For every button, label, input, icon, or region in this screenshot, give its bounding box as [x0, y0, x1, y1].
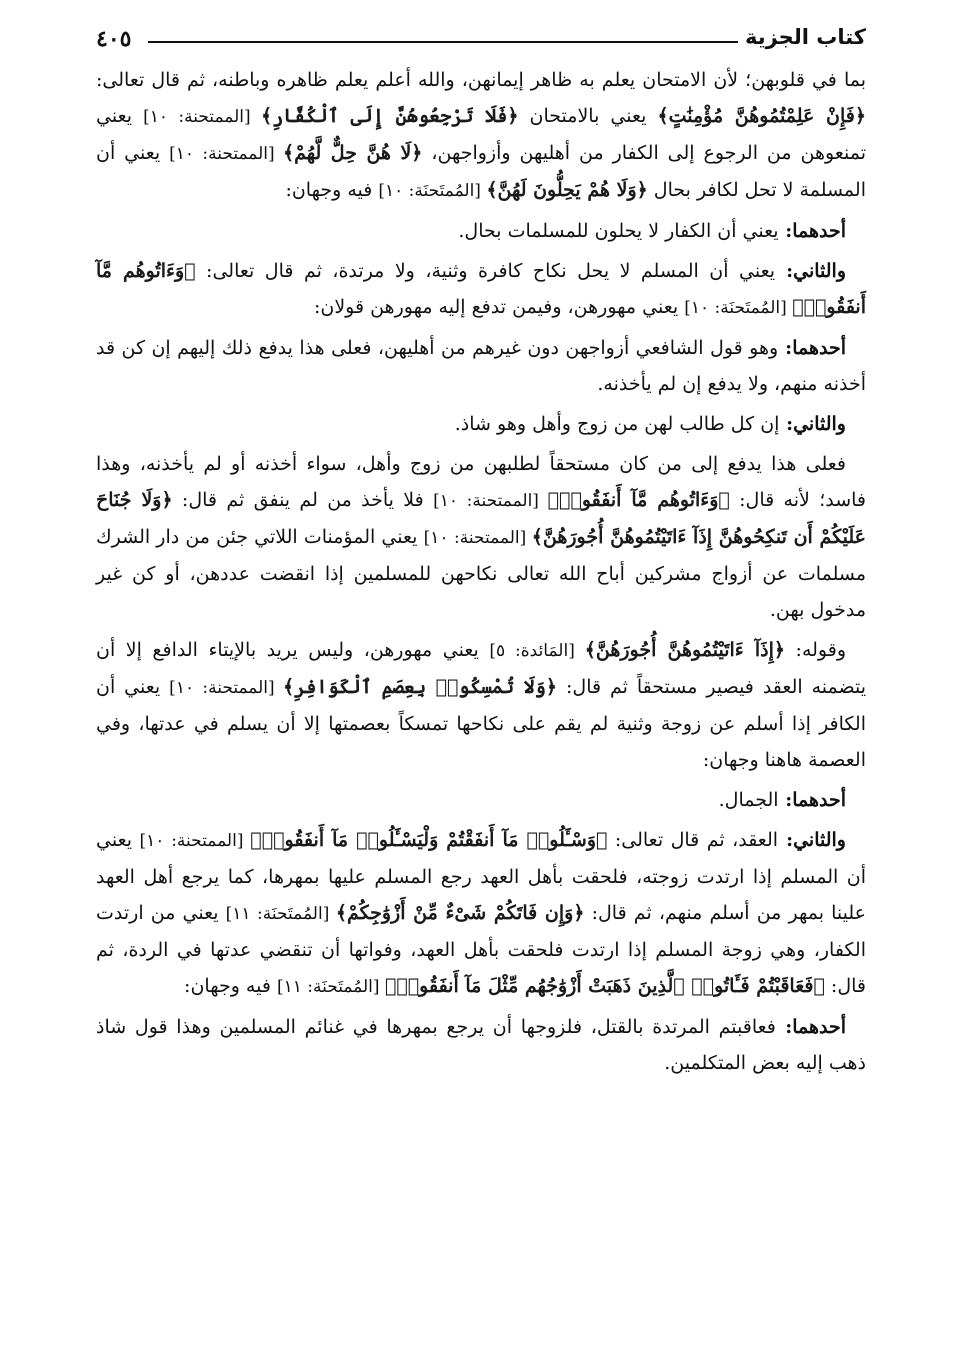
paragraph-text: يعني مهورهن، وفيمن تدفع إليه مهورهن قولان: — [313, 296, 685, 318]
verse-reference: [الممتحنة: ١٠] — [423, 528, 532, 548]
paragraph-label: والثاني: — [778, 829, 846, 851]
verse-reference: [الممتحنة: ١٠] — [139, 831, 251, 851]
paragraph-text: يعني أن الكافر إذا أسلم عن زوجة وثنية لم يقم على نكاحها تمسكاً بعصمتها إلا أن يسلم في عدتها، وفي العصمة هاهنا وجهان: — [96, 676, 866, 771]
paragraph-label: أحدهما: — [778, 789, 846, 811]
paragraph-text: إن كل طالب لهن من زوج وأهل وهو شاذ. — [454, 413, 780, 435]
paragraph-label: أحدهما: — [778, 220, 846, 242]
paragraph — [96, 62, 866, 209]
paragraph-text: يعني المؤمنات اللاتي جئن من دار الشرك مسلمات عن أزواج مشركين أباح الله تعالى نكاحهن للمسلمين إذا انقضت عددهن، أو كن غير مدخول بهن. — [96, 526, 866, 621]
paragraph-text: يعني أن المسلمة لا تحل لكافر بحال — [96, 142, 866, 201]
quran-quote: ﴿وَءَاتُوهُم مَّآ أَنفَقُوا۟﴾ — [96, 260, 866, 318]
verse-reference: [الممتحنة: ١٠] — [169, 678, 283, 698]
paragraph-text: فعلى هذا يدفع إلى من كان مستحقاً لطلبهن من زوج وأهل، سواء أخذنه أو لم يأخذنه، وهذا فاسد؛ لأنه قال: — [96, 453, 866, 511]
paragraph — [96, 782, 866, 818]
paragraph-text: يعني أن الكفار لا يحلون للمسلمات بحال. — [458, 220, 779, 242]
quran-quote: ﴿فَعَاقَبْتُمْ فَـَٔاتُوا۟ ٱلَّذِينَ ذَهَبَتْ أَزْوَٰجُهُم مِّثْلَ مَآ أَنفَقُوا۟﴾ — [384, 975, 825, 997]
paragraph-text: فعاقبتم المرتدة بالقتل، فلزوجها أن يرجع بمهرها في غنائم المسلمين وهذا قول شاذ ذهب إليه بعض المتكلمين. — [96, 1016, 866, 1074]
paragraph — [96, 632, 866, 778]
paragraph-label: والثاني: — [775, 260, 846, 282]
quran-quote: ﴿وَإِن فَاتَكُمْ شَىْءٌ مِّنْ أَزْوَٰجِكُمْ﴾ — [335, 902, 585, 924]
verse-reference: [المُمتَحنَة: ١٠] — [684, 298, 793, 318]
paragraph-text: فيه وجهان: — [184, 975, 277, 997]
paragraph — [96, 330, 866, 402]
verse-reference: [الممتحنة: ١٠] — [433, 491, 548, 511]
quran-quote: ﴿وَسْـَٔلُوا۟ مَآ أَنفَقْتُمْ وَلْيَسْـَٔلُوا۟ مَآ أَنفَقُوا۟﴾ — [250, 829, 608, 851]
paragraph-text: يعني تمنعوهن من الرجوع إلى الكفار من أهليهن وأزواجهن، — [96, 105, 866, 164]
verse-reference: [المَائدة: ٥] — [489, 641, 585, 661]
paragraph-text: يعني أن المسلم لا يحل نكاح كافرة وثنية، ولا مرتدة، ثم قال تعالى: — [195, 260, 776, 282]
paragraph-text: يعني من ارتدت الكفار، وهي زوجة المسلم إذا ارتدت فلحقت بأهل العهد، وفواتها أن تنقضي عدتها في الردة، ثم قال: — [96, 902, 866, 997]
paragraph — [96, 406, 866, 442]
book-page — [96, 22, 866, 1081]
paragraph-text: فلا يأخذ من لم ينفق ثم قال: — [172, 489, 434, 511]
paragraph — [96, 253, 866, 326]
paragraph — [96, 822, 866, 1005]
paragraph-text: يعني بالامتحان — [518, 105, 658, 127]
paragraph-text: فيه وجهان: — [285, 179, 379, 201]
quran-quote: ﴿وَءَاتُوهُم مَّآ أَنفَقُوا۟﴾ — [547, 489, 730, 511]
quran-quote: ﴿فَإِنْ عَلِمْتُمُوهُنَّ مُؤْمِنَٰتٍ﴾ — [657, 105, 866, 127]
chapter-title: كتاب الجزية — [745, 25, 866, 49]
paragraph-label: والثاني: — [779, 413, 846, 435]
paragraph-text: بما في قلوبهن؛ لأن الامتحان يعلم به ظاهر إيمانهن، والله أعلم يعلم ظاهره وباطنه، ثم قال تعالى: — [96, 69, 866, 91]
page-number: ٤٠٥ — [96, 26, 132, 52]
paragraph-text: يعني أن المسلم إذا ارتدت زوجته، فلحقت بأهل العهد رجع المسلم عليها بمهرها، كما يرجع أهل العهد علينا بمهر من أسلم منهم، ثم قال: — [96, 829, 867, 924]
running-header — [96, 22, 866, 62]
paragraph — [96, 446, 866, 628]
verse-reference: [الممتحنة: ١٠] — [169, 144, 283, 164]
paragraph-text: العقد، ثم قال تعالى: — [607, 829, 779, 851]
page-body — [96, 62, 866, 1081]
verse-reference: [المُمتَحنَة: ١١] — [276, 977, 385, 997]
paragraph-text: الجمال. — [718, 789, 779, 811]
verse-reference: [المُمتَحنَة: ١٠] — [378, 181, 487, 201]
paragraph-label: أحدهما: — [775, 1016, 846, 1038]
verse-reference: [المُمتَحنَة: ١١] — [225, 904, 336, 924]
quran-quote: ﴿إِذَآ ءَاتَيْتُمُوهُنَّ أُجُورَهُنَّ﴾ — [584, 639, 786, 661]
paragraph-text: يعني مهورهن، وليس يريد بالإيتاء الدافع إلا أن يتضمنه العقد فيصير مستحقاً ثم قال: — [96, 639, 867, 698]
header-divider — [148, 41, 738, 43]
quran-quote: ﴿فَلَا تَرْجِعُوهُنَّ إِلَى ٱلْكُفَّارِ﴾ — [261, 105, 519, 127]
quran-quote: ﴿وَلَا تُمْسِكُوا۟ بِعِصَمِ ٱلْكَوَافِرِ﴾ — [282, 676, 558, 698]
paragraph — [96, 213, 866, 249]
paragraph — [96, 1009, 866, 1081]
paragraph-text: وهو قول الشافعي أزواجهن دون غيرهم من أهليهن، فعلى هذا يدفع ذلك إليهم إن كن قد أخذنه منهم، ولا يدفع إن لم يأخذنه. — [96, 337, 866, 395]
verse-reference: [الممتحنة: ١٠] — [143, 107, 262, 127]
paragraph-text: وقوله: — [785, 639, 847, 661]
quran-quote: ﴿وَلَا هُمْ يَحِلُّونَ لَهُنَّ﴾ — [486, 179, 648, 201]
paragraph-label: أحدهما: — [778, 337, 846, 359]
quran-quote: ﴿لَا هُنَّ حِلٌّ لَّهُمْ﴾ — [282, 142, 423, 164]
quran-quote: ﴿وَلَا جُنَاحَ عَلَيْكُمْ أَن تَنكِحُوهُنَّ إِذَآ ءَاتَيْتُمُوهُنَّ أُجُورَهُنَّ﴾ — [96, 489, 867, 548]
